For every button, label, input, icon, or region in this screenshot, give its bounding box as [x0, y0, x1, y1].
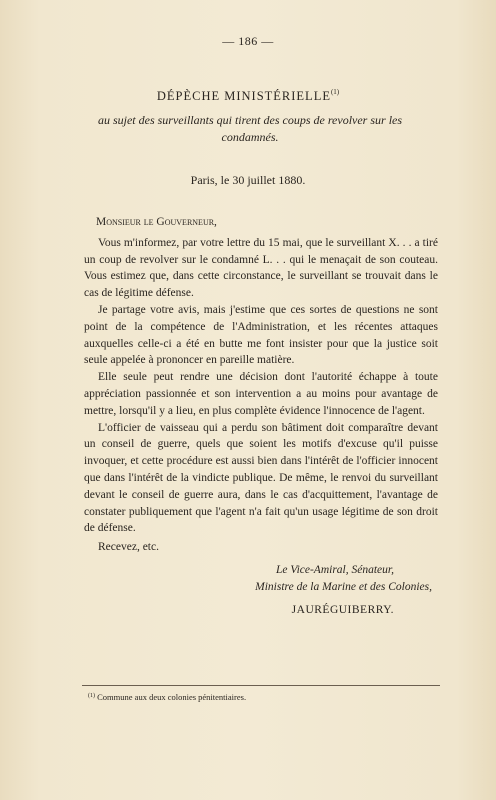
title-note-marker: (1)	[330, 88, 340, 96]
paragraph-1: Vous m'informez, par votre lettre du 15 mai, que le surveillant X. . . a tiré un coup de revolver sur le condamné L. . . qui le menaçait de son couteau. Vous estimez que, dans cette circonstance, le surveillant se trouvait dans le cas de légitime défense.	[84, 236, 438, 300]
page-number: — 186 —	[222, 34, 274, 48]
footnote-divider	[82, 685, 440, 686]
letter-body	[84, 214, 438, 618]
footnote-text: Commune aux deux colonies pénitentiaires.	[97, 692, 247, 702]
paragraph-2: Je partage votre avis, mais j'estime que ces sortes de questions ne sont point de la compétence de l'Administration, et les récentes attaques auxquelles celle-ci a été en butte me font insister pour que la justice soit seule appelée à prononcer en pareille matière.	[84, 303, 438, 367]
title-text: DÉPÈCHE MINISTÉRIELLE	[156, 89, 331, 103]
signature-rank: Le Vice-Amiral, Sénateur,	[276, 563, 394, 576]
paragraph-4: L'officier de vaisseau qui a perdu son bâtiment doit comparaître devant un conseil de guerre, quels que soient les motifs d'excuse qu'il puisse invoquer, et cette procédure est aussi bien dans l'intérêt de l'officier innocent que dans l'intérêt de la vindicte publique. De même, le renvoi du surveillant devant le conseil de guerre aura, dans le cas d'acquittement, l'avantage de constater publiquement que l'agent n'a fait qu'un usage légitime de son droit de défense.	[84, 421, 438, 535]
document-subtitle: au sujet des surveillants qui tirent des coups de revolver sur les condamnés.	[97, 113, 403, 144]
paragraph-3: Elle seule peut rendre une décision dont l'autorité échappe à toute appréciation passionnée et son intervention a au moins pour avantage de mettre, lorsqu'il y a lieu, en plus complète évidence l'innocence de l'agent.	[84, 371, 438, 417]
dateline: Paris, le 30 juillet 1880.	[190, 173, 306, 187]
salutation: Monsieur le Gouverneur,	[96, 216, 217, 228]
document-title	[0, 88, 496, 104]
closing: Recevez, etc.	[98, 541, 159, 554]
signature-office: Ministre de la Marine et des Colonies,	[255, 580, 432, 593]
footnote	[88, 692, 438, 702]
signature-name: JAURÉGUIBERRY.	[291, 603, 394, 616]
footnote-marker: (1)	[88, 693, 95, 699]
